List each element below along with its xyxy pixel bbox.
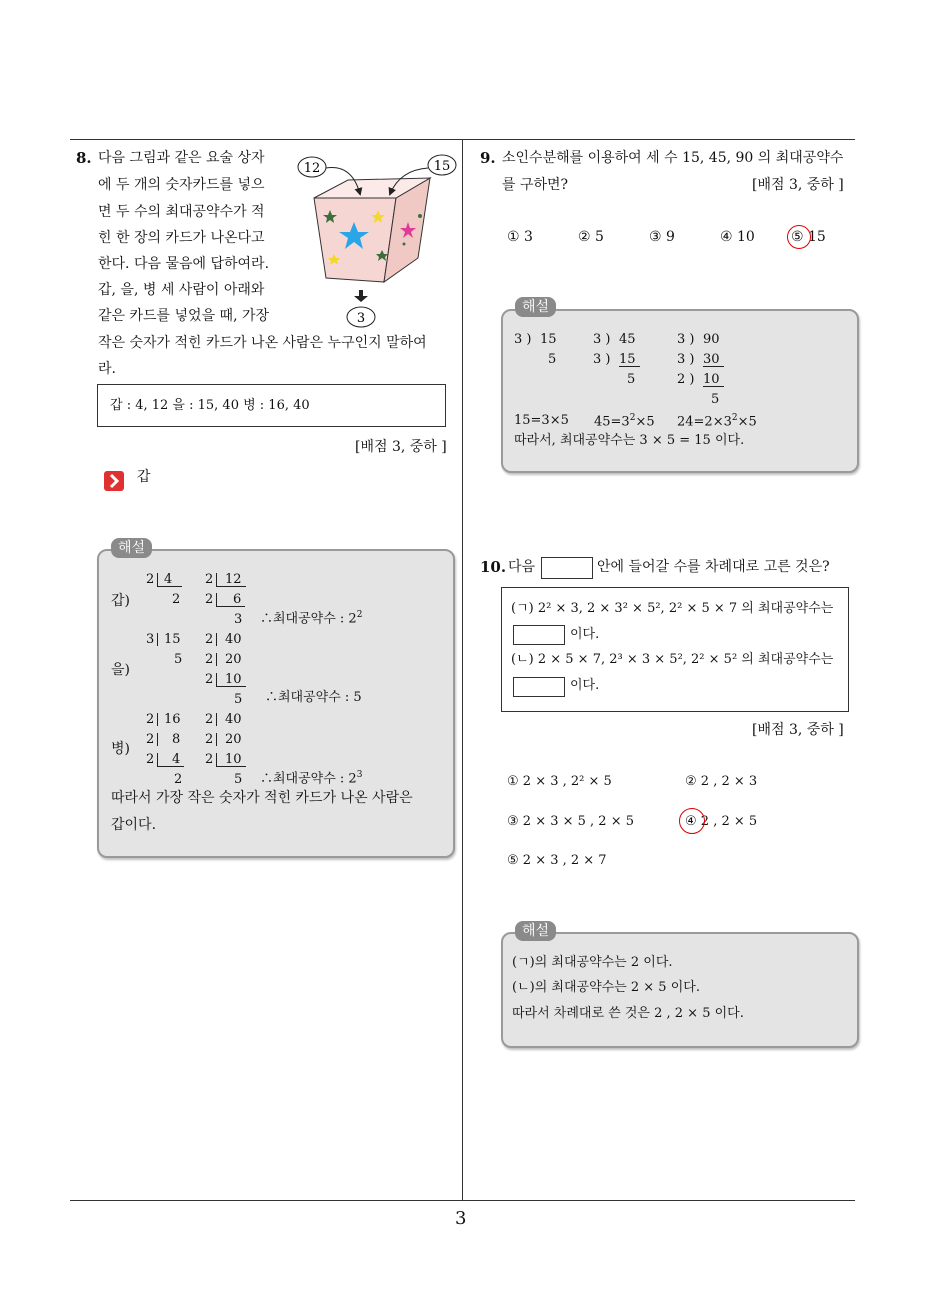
q9-c1-q: 5 xyxy=(548,352,557,367)
q10-score: [배점 3, 중하 ] xyxy=(752,722,844,738)
q9-factor-2: $45=3^2\times 5$ xyxy=(594,413,655,430)
q9-c2-num2: 15 xyxy=(619,353,640,367)
byeong-result: ∴최대공약수 : $2^3$ xyxy=(260,770,363,787)
gap-a-num: 4 xyxy=(157,573,182,587)
q8-line-9: 라. xyxy=(98,361,116,377)
q9-option-2[interactable]: ② 5 xyxy=(578,229,604,245)
q10-prompt-b: 안에 들어갈 수를 차례대로 고른 것은? xyxy=(597,559,830,575)
q8-line-8: 작은 숫자가 적힌 카드가 나온 사람은 누구인지 말하여 xyxy=(98,335,427,351)
eul-b-num2: 20 xyxy=(216,653,242,666)
byeong-a-num1: 16 xyxy=(157,713,181,726)
q10-option-4[interactable]: ④ 2 , 2 × 5 xyxy=(685,814,758,829)
byeong-a-div2: 2 xyxy=(146,732,155,747)
q8-card-box-text: 갑 : 4, 12 을 : 15, 40 병 : 16, 40 xyxy=(110,398,310,413)
q10-solution-line-1: (ㄱ)의 최대공약수는 2 이다. xyxy=(512,955,673,970)
byeong-a-num2: 8 xyxy=(157,733,180,746)
eul-a-q: 5 xyxy=(174,652,183,667)
gap-b-div1: 2 xyxy=(205,572,214,587)
eul-label: 을) xyxy=(111,662,130,678)
q8-line-5: 한다. 다음 물음에 답하여라. xyxy=(98,256,270,272)
gap-label: 갑) xyxy=(111,593,130,609)
eul-b-div1: 2 xyxy=(205,632,214,647)
q10-option-1[interactable]: ① 2 × 3 , 2² × 5 xyxy=(507,774,612,789)
eul-b-num3: 10 xyxy=(216,673,246,687)
q8-line-1: 다음 그림과 같은 요술 상자 xyxy=(98,150,265,166)
byeong-a-num3: 4 xyxy=(157,753,184,767)
q9-c1-div: 3 ) xyxy=(514,332,532,347)
q9-conclusion: 따라서, 최대공약수는 3 × 5 = 15 이다. xyxy=(514,433,745,448)
q9-option-3[interactable]: ③ 9 xyxy=(649,229,675,245)
q10-blank-a xyxy=(513,625,565,645)
output-card: 3 xyxy=(356,311,366,326)
q9-c2-num1: 45 xyxy=(619,332,636,347)
q9-c3-div2: 3 ) xyxy=(677,352,695,367)
q9-c3-div3: 2 ) xyxy=(677,372,695,387)
q10-solution-tag: 해설 xyxy=(515,921,556,941)
gap-b-div2: 2 xyxy=(205,592,214,607)
byeong-b-q: 5 xyxy=(234,772,243,787)
eul-b-q: 5 xyxy=(234,692,243,707)
gap-b-num1: 12 xyxy=(216,573,246,587)
q9-solution-tag: 해설 xyxy=(515,297,556,317)
byeong-b-num3: 10 xyxy=(216,753,246,767)
q9-score: [배점 3, 중하 ] xyxy=(752,177,844,193)
q9-option-1[interactable]: ① 3 xyxy=(507,229,533,245)
q10-solution-line-3: 따라서 차례대로 쓴 것은 2 , 2 × 5 이다. xyxy=(512,1006,744,1021)
q10-option-2[interactable]: ② 2 , 2 × 3 xyxy=(685,774,758,789)
q8-line-4: 힌 한 장의 카드가 나온다고 xyxy=(98,230,265,246)
q9-factor-1: 15=3×5 xyxy=(514,413,569,428)
q8-conclusion-1: 따라서 가장 작은 숫자가 적힌 카드가 나온 사람은 xyxy=(111,790,413,806)
q9-factor-3: $24=2\times 3^2\times 5$ xyxy=(677,413,757,430)
gap-a-div: 2 xyxy=(146,572,155,587)
eul-b-div3: 2 xyxy=(205,672,214,687)
q8-solution-tag: 해설 xyxy=(111,538,152,558)
q9-c2-div2: 3 ) xyxy=(593,352,611,367)
q10-condition-a: (ㄱ) 2² × 3, 2 × 3² × 5², 2² × 5 × 7 의 최대공약수는 xyxy=(511,601,834,616)
eul-b-div2: 2 xyxy=(205,652,214,667)
q10-prompt-a: 다음 xyxy=(508,559,536,575)
input-card-left: 12 xyxy=(303,161,321,176)
gap-b-q: 3 xyxy=(234,612,243,627)
q10-correct-mark xyxy=(679,808,705,834)
q9-option-4[interactable]: ④ 10 xyxy=(720,229,755,245)
q8-line-7: 같은 카드를 넣었을 때, 가장 xyxy=(98,308,270,324)
q9-line-1: 소인수분해를 이용하여 세 수 15, 45, 90 의 최대공약수 xyxy=(502,150,844,166)
q10-number: 10. xyxy=(480,558,507,576)
gap-result: ∴최대공약수 : $2^2$ xyxy=(260,610,363,627)
q8-card-box xyxy=(97,384,446,427)
eul-a-num: 15 xyxy=(157,633,181,646)
eul-b-num1: 40 xyxy=(216,633,242,646)
byeong-a-q: 2 xyxy=(174,772,183,787)
q9-correct-mark xyxy=(787,225,811,249)
input-card-right: 15 xyxy=(433,159,451,174)
page-number: 3 xyxy=(455,1208,467,1229)
q10-condition-b: (ㄴ) 2 × 5 × 7, 2³ × 3 × 5², 2² × 5² 의 최대공약수는 xyxy=(511,652,834,667)
q10-condition-b2: 이다. xyxy=(570,678,600,693)
q10-solution-line-2: (ㄴ)의 최대공약수는 2 × 5 이다. xyxy=(512,980,700,995)
q10-condition-a2: 이다. xyxy=(570,627,600,642)
q8-line-6: 갑, 을, 병 세 사람이 아래와 xyxy=(98,282,265,298)
byeong-b-div1: 2 xyxy=(205,712,214,727)
q8-line-3: 면 두 수의 최대공약수가 적 xyxy=(98,204,265,220)
q9-c3-q: 5 xyxy=(711,392,720,407)
q10-option-3[interactable]: ③ 2 × 3 × 5 , 2 × 5 xyxy=(507,814,635,829)
byeong-b-num2: 20 xyxy=(216,733,242,746)
q9-option-5[interactable]: ⑤ 15 xyxy=(791,229,826,245)
gap-a-q: 2 xyxy=(172,592,181,607)
q8-number: 8. xyxy=(76,149,92,167)
q9-number: 9. xyxy=(480,149,496,167)
byeong-b-div3: 2 xyxy=(205,752,214,767)
q10-blank-b xyxy=(513,677,565,697)
answer-marker-icon xyxy=(104,471,124,491)
bottom-rule xyxy=(70,1200,855,1201)
q9-c3-num1: 90 xyxy=(703,332,720,347)
q8-answer: 갑 xyxy=(137,469,151,485)
q9-c3-div1: 3 ) xyxy=(677,332,695,347)
byeong-a-div3: 2 xyxy=(146,752,155,767)
q9-c2-q: 5 xyxy=(627,372,636,387)
eul-a-div: 3 xyxy=(146,632,155,647)
eul-result: ∴최대공약수 : 5 xyxy=(265,690,362,705)
q8-score: [배점 3, 중하 ] xyxy=(355,439,447,455)
q8-line-2: 에 두 개의 숫자카드를 넣으 xyxy=(98,177,265,193)
q9-c1-num: 15 xyxy=(540,332,557,347)
gap-b-num2: 6 xyxy=(216,593,245,607)
column-divider xyxy=(462,139,463,1200)
byeong-b-div2: 2 xyxy=(205,732,214,747)
q9-line-2: 를 구하면? xyxy=(502,177,569,193)
q10-prompt-blank xyxy=(541,557,593,579)
q9-c3-num2: 30 xyxy=(703,353,724,367)
byeong-a-div1: 2 xyxy=(146,712,155,727)
q8-conclusion-2: 갑이다. xyxy=(111,817,157,833)
byeong-label: 병) xyxy=(111,741,130,757)
magic-box-figure xyxy=(296,150,458,330)
byeong-b-num1: 40 xyxy=(216,713,242,726)
q9-c3-num3: 10 xyxy=(703,373,724,387)
q10-option-5[interactable]: ⑤ 2 × 3 , 2 × 7 xyxy=(507,853,607,868)
q9-c2-div1: 3 ) xyxy=(593,332,611,347)
